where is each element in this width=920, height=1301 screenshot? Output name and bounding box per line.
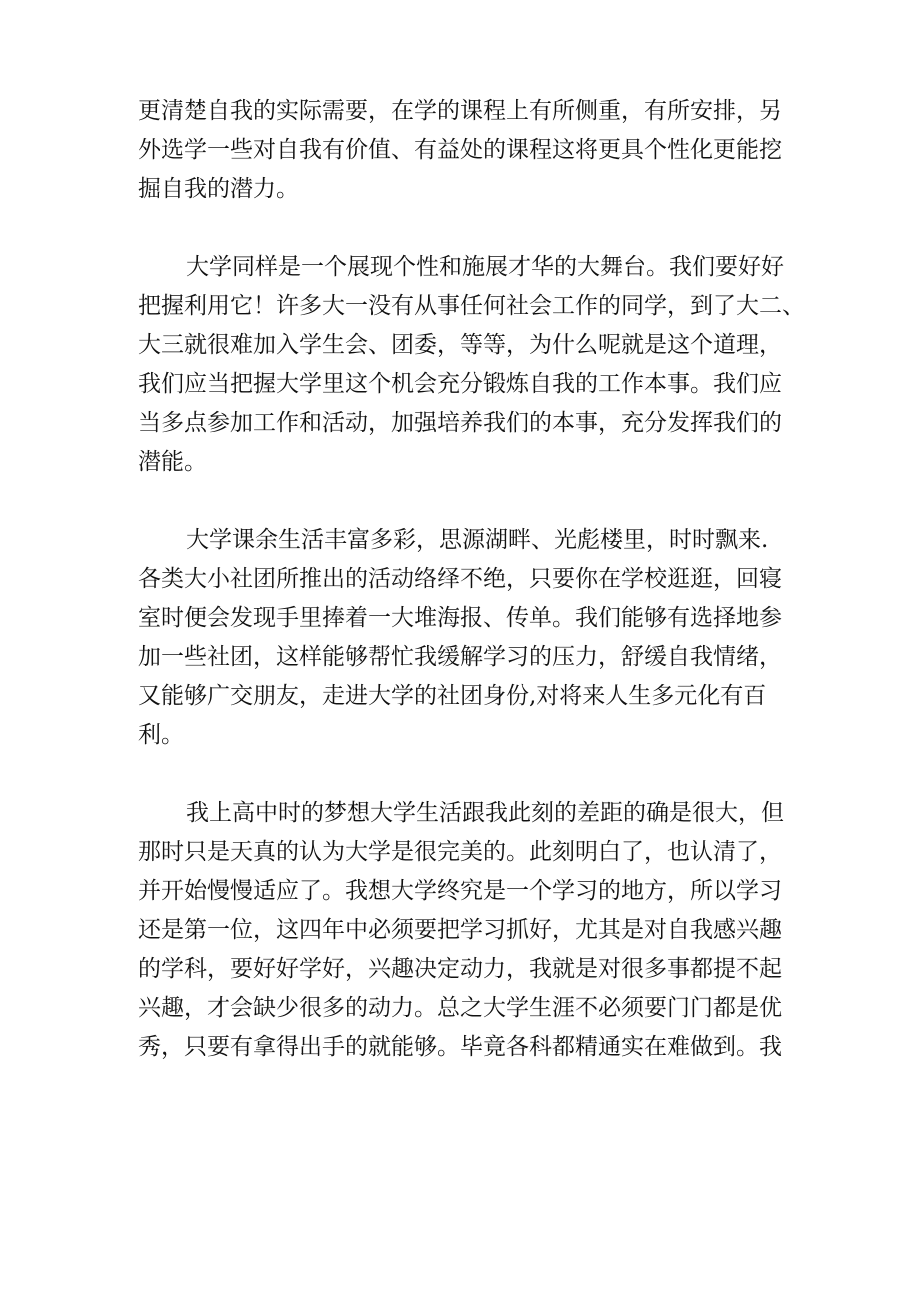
paragraph-3-line-2: 各类大小社团所推出的活动络绎不绝，只要你在学校逛逛，回寝 xyxy=(138,566,782,592)
paragraph-1-line-1: 更清楚自我的实际需要，在学的课程上有所侧重，有所安排，另 xyxy=(138,98,782,124)
paragraph-4-line-1: 我上高中时的梦想大学生活跟我此刻的差距的确是很大，但 xyxy=(186,800,784,826)
paragraph-2 xyxy=(138,248,805,482)
document-body xyxy=(138,92,805,1067)
paragraph-2-line-1: 大学同样是一个展现个性和施展才华的大舞台。我们要好好 xyxy=(186,254,784,280)
paragraph-4-line-2: 那时只是天真的认为大学是很完美的。此刻明白了，也认清了， xyxy=(138,839,782,865)
paragraph-3-line-6: 利。 xyxy=(138,722,184,748)
paragraph-2-line-4: 我们应当把握大学里这个机会充分锻炼自我的工作本事。我们应 xyxy=(138,371,782,397)
paragraph-4-line-4: 还是第一位，这四年中必须要把学习抓好，尤其是对自我感兴趣 xyxy=(138,917,782,943)
paragraph-2-line-6: 潜能。 xyxy=(138,449,207,475)
paragraph-2-line-5: 当多点参加工作和活动，加强培养我们的本事，充分发挥我们的 xyxy=(138,410,782,436)
paragraph-3 xyxy=(138,521,790,755)
paragraph-4-line-6: 兴趣，才会缺少很多的动力。总之大学生涯不必须要门门都是优 xyxy=(138,995,782,1021)
paragraph-3-line-5: 又能够广交朋友，走进大学的社团身份,对将来人生多元化有百 xyxy=(138,683,767,709)
paragraph-3-line-1: 大学课余生活丰富多彩，思源湖畔、光彪楼里，时时飘来. xyxy=(186,527,769,553)
paragraph-4-line-7: 秀，只要有拿得出手的就能够。毕竟各科都精通实在难做到。我 xyxy=(138,1034,782,1060)
paragraph-3-line-3: 室时便会发现手里捧着一大堆海报、传单。我们能够有选择地参 xyxy=(138,605,782,631)
paragraph-4 xyxy=(138,794,790,1067)
paragraph-1-line-2: 外选学一些对自我有价值、有益处的课程这将更具个性化更能挖 xyxy=(138,137,782,163)
paragraph-4-line-3: 并开始慢慢适应了。我想大学终究是一个学习的地方，所以学习 xyxy=(138,878,782,904)
paragraph-4-line-5: 的学科，要好好学好，兴趣决定动力，我就是对很多事都提不起 xyxy=(138,956,782,982)
paragraph-2-line-3: 大三就很难加入学生会、团委，等等，为什么呢就是这个道理， xyxy=(138,332,782,358)
paragraph-3-line-4: 加一些社团，这样能够帮忙我缓解学习的压力，舒缓自我情绪， xyxy=(138,644,782,670)
paragraph-1 xyxy=(138,92,790,209)
paragraph-1-line-3: 掘自我的潜力。 xyxy=(138,176,299,202)
paragraph-2-line-2: 把握利用它！许多大一没有从事任何社会工作的同学，到了大二、 xyxy=(138,293,805,319)
